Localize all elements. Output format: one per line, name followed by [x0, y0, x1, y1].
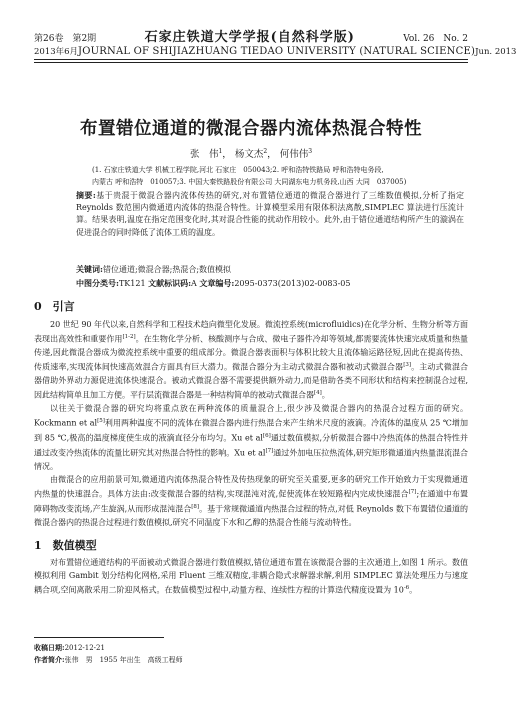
volume-en: Vol. 26 No. 2 [403, 34, 468, 44]
paragraph-text: 由微混合的应用前景可知,微通道内流体热混合特性及传热现象的研究至关重要,更多的研究工作开始致力于实现微通道内热量的快速混合。具体方法由:改变微混合器的结构,实现混沌对流,促使流体在较短路程内完成快速混合 [34, 475, 468, 500]
author-separator: ， [222, 149, 232, 160]
date-en: Jun. 2013 [475, 47, 516, 57]
section-heading-intro: 0 引言 [34, 300, 75, 313]
author-name: 杨文杰 [234, 149, 264, 160]
paragraph-text: 通过数值模拟,分析微混合器中冷热流体的热混合特性并通过改变冷热流体的流量比研究其对热混合特性的影响。Xu et al [34, 433, 468, 458]
paragraph-text: 利用两种温度不同的流体在微混合器内进行热混合来产生纳米尺度的液滴。冷流体的温度从 25 ℃增加到 85 ℃,极高的温度梯度使生成的液滴直径分布均匀。Xu et al [34, 419, 468, 443]
paragraph-text: 。主动式微混合器借助外界动力源促进流体快速混合。被动式微混合器不需要提供额外动力,而是借助各类不同形状和结构来控制混合过程,因此结构简单且加工方便。平行层流微混合器是一种结构简单的被动式微混合器 [34, 362, 468, 400]
abstract [76, 189, 464, 239]
footnote-rule [34, 637, 164, 638]
model-body [34, 556, 468, 597]
citation-ref: [3] [403, 362, 411, 369]
keywords-line [76, 263, 464, 277]
paragraph-text: 对布置错位通道结构的平面被动式微混合器进行数值模拟,错位通道布置在该微混合器的主次通道上,如图 1 所示。数值模拟利用 Gambit 划分结构化网格,采用 Fluent 三维双精度,非耦合隐式求解器求解,利用 SIMPLEC 算法处理压力与速度耦合项,空间离散采用二阶迎风格式。在数值模型过程中,动量方程、连续性方程的计算迭代精度设置为 10 [34, 558, 468, 596]
author-line [0, 146, 502, 160]
citation-ref: [7] [265, 448, 274, 455]
author-affil-mark: 3 [308, 147, 313, 155]
body-paragraph [34, 473, 468, 529]
body-paragraph [34, 318, 468, 402]
citation-ref: [1-2] [122, 334, 136, 341]
running-header-cn [34, 26, 468, 45]
author-bio-text: 张伟 男 1955 年出生 高级工程师 [64, 656, 183, 664]
article-number-value: 2095-0373(2013)02-0083-05 [234, 278, 351, 288]
author-affil-mark: 1 [218, 147, 223, 155]
affiliation-line: (1. 石家庄铁道大学 机械工程学院,河北 石家庄 050043;2. 呼和浩特铁路局 呼和浩特电务段, [92, 166, 384, 174]
citation-ref: [4] [314, 390, 322, 397]
section-heading-model: 1 数值模型 [34, 539, 97, 552]
body-paragraph [34, 556, 468, 597]
paragraph-text: 。基于常规微通道内热混合过程的特点,对低 Reynolds 数下布置错位通道的微混合器内的热混合过程进行数值模拟,研究不同温度下水和乙醇的热混合性能与流动特性。 [34, 504, 468, 528]
footnote [34, 642, 183, 666]
header-rule-thick [34, 59, 468, 60]
paragraph-text: 通过外加电压拉热流体,研究矩形微通道内热量混流混合情况。 [34, 448, 468, 471]
author-separator: ， [267, 149, 277, 160]
journal-name-en: JOURNAL OF SHIJIAZHUANG TIEDAO UNIVERSITY (NATURAL SCIENCE) [78, 46, 476, 57]
paragraph-text: 。 [409, 586, 418, 596]
received-label: 收稿日期: [34, 643, 65, 652]
running-header-en [34, 45, 516, 57]
header-rule-thin [34, 62, 468, 63]
citation-ref: [5] [97, 418, 105, 425]
affiliation-line: 内蒙古 呼和浩特 010057;3. 中国大秦铁路股份有限公司 大同湖东电力机务段,山西 大同 037005) [92, 177, 407, 186]
citation-ref: [7] [408, 489, 417, 496]
classification-line [76, 277, 464, 291]
doc-code-value: A [191, 278, 197, 288]
author-name: 张 伟 [189, 149, 219, 160]
keywords-text: 错位通道;微混合器;热混合;数值模拟 [102, 265, 232, 274]
affiliations [92, 165, 462, 188]
doc-code-label: 文献标识码: [148, 277, 192, 288]
received-line [34, 642, 183, 654]
paragraph-text: 20 世纪 90 年代以来,自然科学和工程技术趋向微型化发展。微流控系统(microfluidics)在化学分析、生物分析等方面表现出高效性和重要作用 [34, 320, 468, 344]
keywords-block [76, 263, 464, 290]
received-date: 2012-12-21 [64, 644, 105, 652]
author-bio-label: 作者简介: [34, 655, 65, 664]
article-title: 布置错位通道的微混合器内流体热混合特性 [80, 119, 422, 139]
author-name: 何伟伟 [279, 149, 309, 160]
volume-cn: 第26卷 第2期 [34, 34, 97, 44]
paragraph-text: ;在通道中布置障碍物改变流场,产生旋涡,从而形成混沌混合 [34, 490, 468, 514]
body-paragraph [34, 402, 468, 473]
abstract-label: 摘要: [76, 190, 96, 200]
paragraph-text: 以往关于微混合器的研究均将重点放在两种流体的质量混合上,很少涉及微混合器内的热混合过程方面的研究。Kockmann et al [34, 404, 468, 429]
abstract-text: 基于贵混于微混合器内流体传热的研究,对布置错位通道的微混合器进行了三维数值模拟,分析了指定 Reynolds 数范围内微通道内流体的热混合特性。计算模型采用有限体积法离散,SIMPLEC 算法进行压流计算。结果表明,温度在指定范围变化时,其对混合性能的扰动作用较小。此外,由于错位通道结构所产生的漩涡在促进混合的同时降低了流体工质的温度。 [76, 191, 464, 237]
article-number-label: 文章编号: [199, 277, 235, 288]
paragraph-text: 。 [321, 390, 330, 400]
date-cn: 2013年6月 [34, 47, 79, 57]
keywords-label: 关键词: [76, 264, 103, 274]
journal-name-cn: 石家庄铁道大学学报(自然科学版) [144, 30, 355, 45]
author-affil-mark: 2 [263, 147, 268, 155]
author-bio-line [34, 654, 183, 666]
citation-ref: [6] [262, 433, 271, 440]
clc-value: TK121 [118, 278, 146, 288]
paragraph-text: 。在生物化学分析、核酸测序与合成、微电子器件冷却等领域,都需要流体快速完成质量和热量传递,因此微混合器成为微流控系统中重要的组成部分。微混合器表面积与体积比较大且流体输运路径短,因此在提高传热、传质速率,实现流体间快速高效混合方面具有巨大潜力。微混合器分为主动式微混合器和被动式微混合器 [34, 334, 468, 372]
citation-ref: [8] [191, 504, 200, 511]
clc-label: 中图分类号: [76, 277, 119, 288]
intro-body [34, 318, 468, 529]
citation-ref: -6 [403, 585, 410, 592]
